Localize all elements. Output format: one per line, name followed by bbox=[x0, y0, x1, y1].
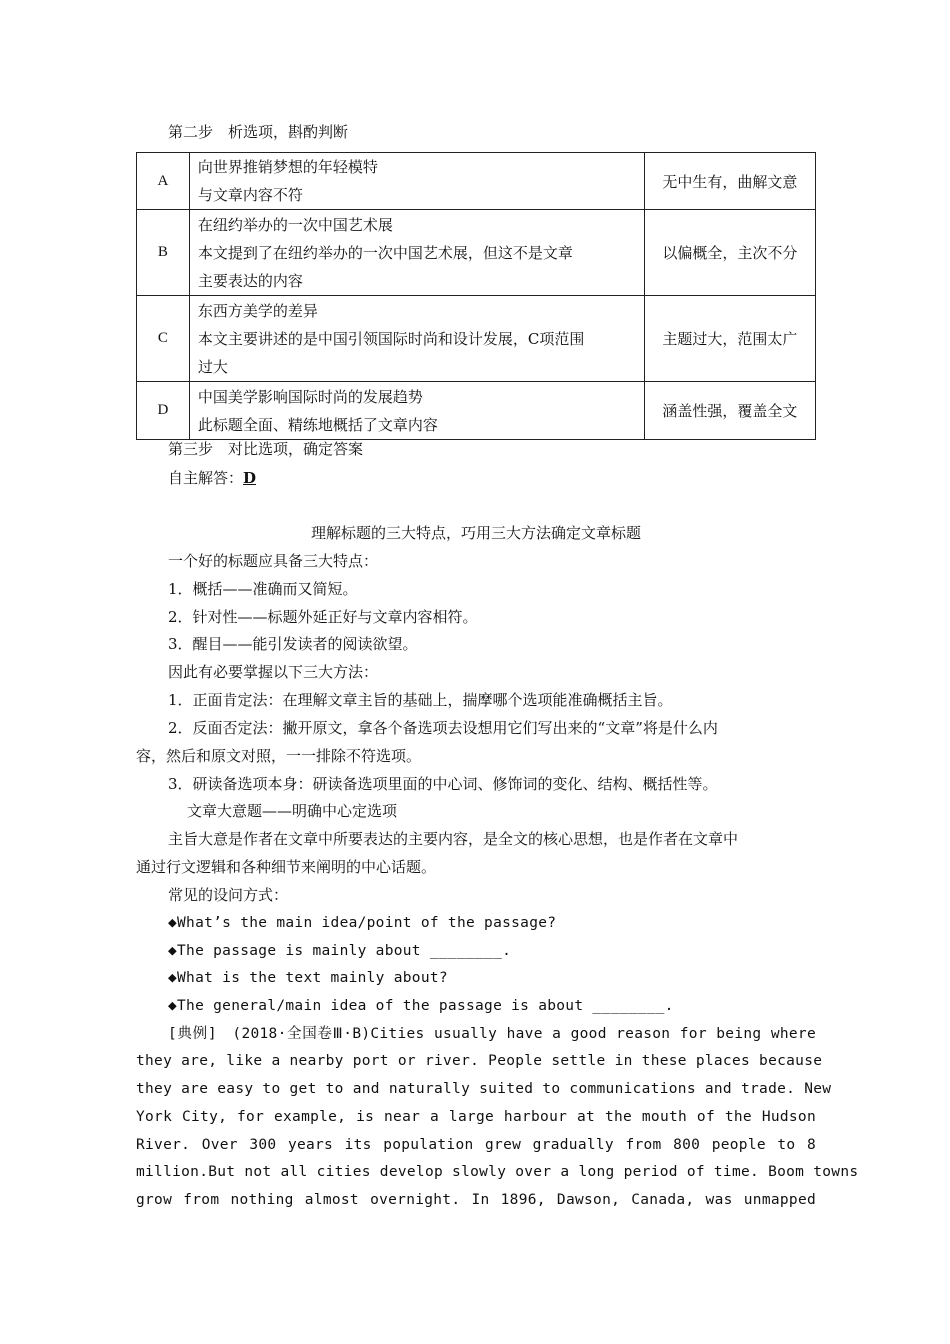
example-line: River. Over 300 years its population grew gradually from 800 people to 8 bbox=[136, 1137, 816, 1153]
method-item: 3．研读备选项本身：研读备选项里面的中心词、修饰词的变化、结构、概括性等。 bbox=[168, 775, 718, 793]
option-explanation: 本文提到了在纽约举办的一次中国艺术展，但这不是文章 bbox=[197, 243, 573, 262]
features-intro: 一个好的标题应具备三大特点： bbox=[168, 552, 379, 570]
option-letter: A bbox=[137, 153, 190, 210]
option-title: 向世界推销梦想的年轻模特 bbox=[197, 158, 378, 176]
self-answer bbox=[168, 464, 818, 492]
question-intro: 常见的设问方式： bbox=[168, 886, 289, 904]
step3-heading: 第三步 对比选项，确定答案 bbox=[168, 440, 364, 458]
option-letter: B bbox=[137, 210, 190, 296]
option-explanation: 与文章内容不符 bbox=[197, 186, 303, 204]
option-title: 在纽约举办的一次中国艺术展 bbox=[197, 215, 393, 234]
example-line: grow from nothing almost overnight. In 1896, Dawson, Canada, was unmapped bbox=[136, 1192, 816, 1208]
option-verdict: 涵盖性强，覆盖全文 bbox=[644, 382, 815, 440]
option-explanation: 本文主要讲述的是中国引领国际时尚和设计发展，C项范围 bbox=[197, 329, 585, 348]
example-line: York City, for example, is near a large harbour at the mouth of the Hudson bbox=[136, 1109, 816, 1125]
option-verdict: 主题过大，范围太广 bbox=[644, 296, 815, 382]
section-title: 理解标题的三大特点，巧用三大方法确定文章标题 bbox=[310, 524, 641, 542]
method-item: 1．正面肯定法：在理解文章主旨的基础上，揣摩哪个选项能准确概括主旨。 bbox=[168, 691, 673, 709]
option-verdict: 无中生有，曲解文意 bbox=[644, 153, 815, 210]
feature-item: 2．针对性——标题外延正好与文章内容相符。 bbox=[168, 608, 478, 626]
self-answer-label: 自主解答： bbox=[168, 469, 244, 487]
option-title: 东西方美学的差异 bbox=[197, 301, 318, 320]
option-title: 中国美学影响国际时尚的发展趋势 bbox=[197, 387, 423, 406]
options-table bbox=[136, 152, 816, 440]
example-line: they are, like a nearby port or river. People settle in these places because bbox=[136, 1053, 823, 1069]
option-row-b bbox=[137, 210, 816, 296]
question-item: ◆What is the text mainly about? bbox=[168, 970, 448, 986]
methods-intro: 因此有必要掌握以下三大方法： bbox=[168, 663, 379, 681]
subheading: 文章大意题——明确中心定选项 bbox=[187, 802, 398, 820]
method-item: 2．反面否定法：撇开原文，拿各个备选项去设想用它们写出来的“文章”将是什么内 bbox=[168, 719, 718, 737]
option-explanation: 过大 bbox=[197, 357, 228, 376]
example-line: they are easy to get to and naturally suited to communications and trade. New bbox=[136, 1081, 832, 1097]
option-row-c bbox=[137, 296, 816, 382]
example-line: [典例] (2018·全国卷Ⅲ·B)Cities usually have a good reason for being where bbox=[168, 1026, 816, 1042]
example-line: million.But not all cities develop slowly over a long period of time. Boom towns bbox=[136, 1164, 859, 1180]
option-letter: D bbox=[137, 382, 190, 440]
option-row-d bbox=[137, 382, 816, 440]
option-explanation: 主要表达的内容 bbox=[197, 271, 303, 290]
feature-item: 1．概括——准确而又简短。 bbox=[168, 580, 358, 598]
feature-item: 3．醒目——能引发读者的阅读欲望。 bbox=[168, 635, 418, 653]
question-item: ◆What’s the main idea/point of the passage? bbox=[168, 915, 557, 931]
question-item: ◆The general/main idea of the passage is about ________. bbox=[168, 998, 674, 1014]
self-answer-value: D bbox=[243, 469, 257, 487]
option-explanation: 此标题全面、精练地概括了文章内容 bbox=[197, 415, 438, 434]
option-verdict: 以偏概全，主次不分 bbox=[644, 210, 815, 296]
option-letter: C bbox=[137, 296, 190, 382]
step2-heading: 第二步 析选项，斟酌判断 bbox=[168, 123, 349, 141]
method-item-continued: 容，然后和原文对照，一一排除不符选项。 bbox=[136, 747, 422, 765]
option-row-a bbox=[137, 153, 816, 210]
question-item: ◆The passage is mainly about ________. bbox=[168, 943, 512, 959]
definition-paragraph: 主旨大意是作者在文章中所要表达的主要内容，是全文的核心思想，也是作者在文章中 bbox=[168, 830, 739, 848]
definition-paragraph-continued: 通过行文逻辑和各种细节来阐明的中心话题。 bbox=[136, 858, 437, 876]
